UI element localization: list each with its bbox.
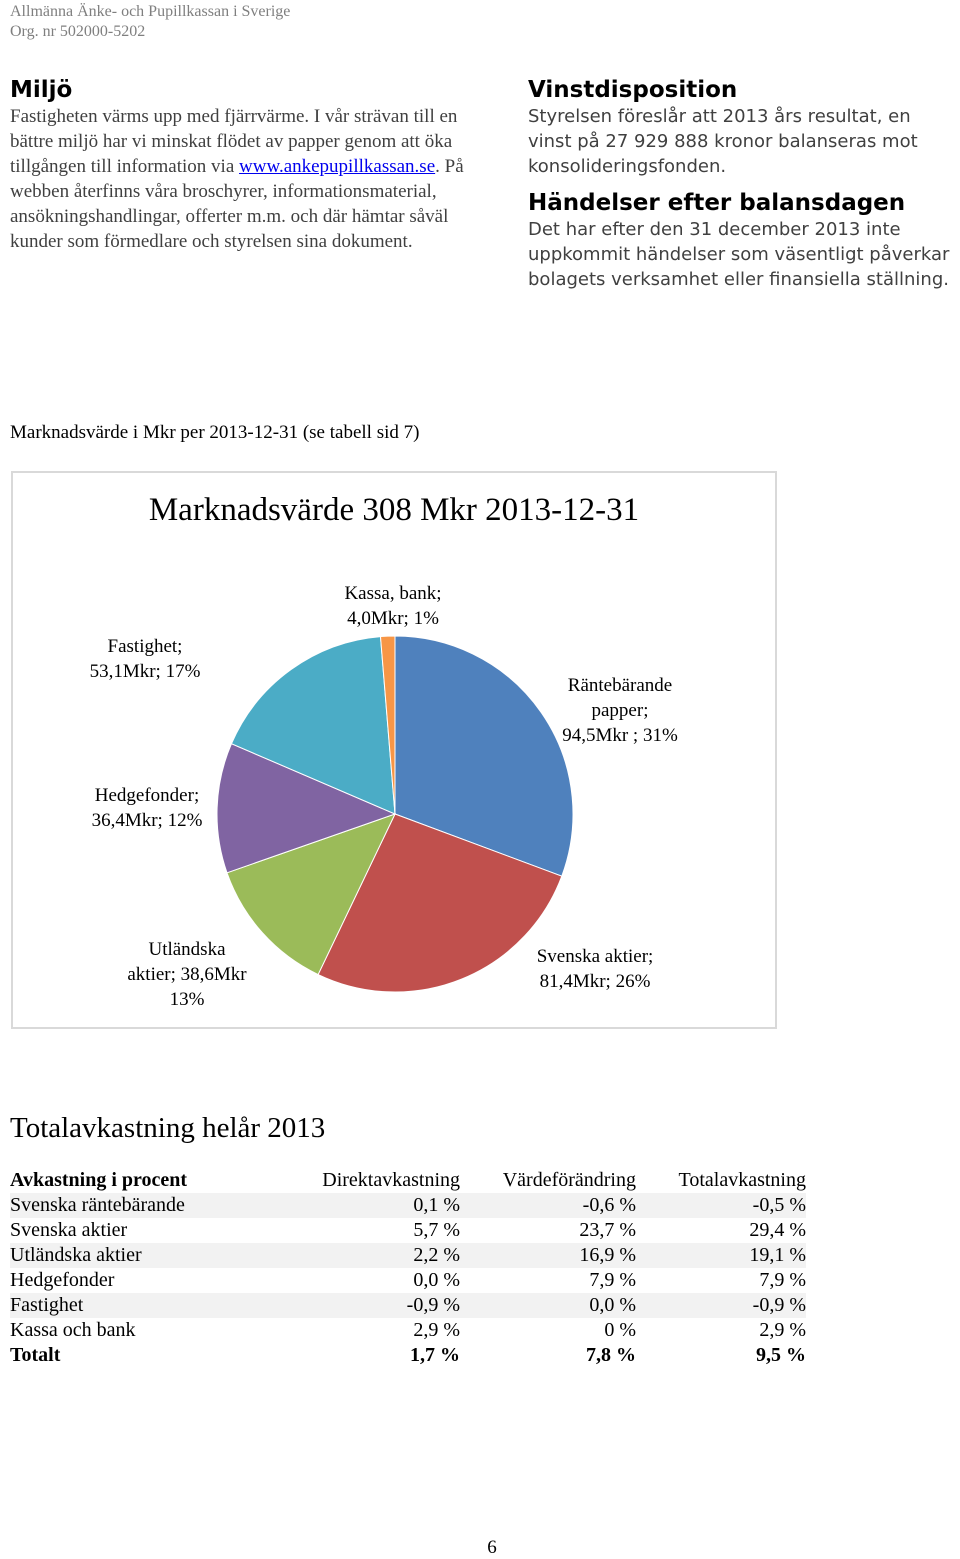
table-cell: Fastighet [10,1293,300,1318]
table-row [10,1218,806,1243]
table-cell: -0,5 % [636,1193,806,1218]
table-cell: 7,9 % [589,1269,636,1291]
table-cell: Hedgefonder [10,1269,115,1291]
handelser-text: Det har efter den 31 december 2013 inte uppkommit händelser som väsentligt påverkar bolagets verksamhet eller finansiella ställning. [528,219,950,290]
table-cell: Utländska aktier [10,1243,300,1268]
table-cell: -0,6 % [460,1193,636,1218]
table-cell: -0,9 % [300,1293,460,1318]
label-line: Hedgefonder; [94,785,200,806]
vinstdisposition-title: Vinstdisposition [528,77,738,103]
table-cell: 0,0 % [413,1269,460,1291]
label-line: 36,4Mkr; 12% [91,810,203,831]
table-cell: -0,9 % [636,1293,806,1318]
label-rantebarande [540,673,700,748]
label-line: Kassa, bank; [344,583,442,604]
label-line: Fastighet; [107,636,183,657]
table-row [10,1268,806,1293]
vinstdisposition-text: Styrelsen föreslår att 2013 års resultat, en vinst på 27 929 888 kronor balanseras mot konsolideringsfonden. [528,106,918,177]
table-cell: Kassa och bank [10,1319,136,1341]
table-cell: 0,0 % [460,1293,636,1318]
table-cell: 7,8 % [586,1344,636,1366]
table-cell: 2,2 % [300,1243,460,1268]
label-line: Utländska [148,939,226,960]
label-line: aktier; 38,6Mkr [127,964,247,985]
page-number: 6 [487,1537,497,1558]
table-cell: 5,7 % [413,1219,460,1241]
label-line: 94,5Mkr ; 31% [562,725,678,746]
table-cell: 7,9 % [759,1269,806,1291]
label-hedgefonder [72,783,222,833]
table-row [10,1293,806,1318]
label-utlandska [102,937,272,1012]
table-cell: Svenska räntebärande [10,1193,300,1218]
table-cell: Totalt [10,1344,61,1366]
table-cell: 0,1 % [300,1193,460,1218]
label-svenska-aktier [515,944,675,994]
table-row [10,1243,806,1268]
table-cell: 0 % [604,1319,636,1341]
label-line: Räntebärande [567,675,673,696]
label-line: 4,0Mkr; 1% [347,608,439,629]
miljo-title: Miljö [10,77,73,103]
label-line: 13% [169,989,205,1010]
org-name: Allmänna Änke- och Pupillkassan i Sverige [10,3,291,20]
table-cell: 23,7 % [579,1219,636,1241]
label-kassa [318,581,468,631]
table-cell: 29,4 % [749,1219,806,1241]
label-line: Svenska aktier; [536,946,654,967]
table-cell: Svenska aktier [10,1219,128,1241]
column-header: Totalavkastning [678,1169,806,1191]
table-cell: 2,9 % [413,1319,460,1341]
table-cell: 16,9 % [460,1243,636,1268]
table-cell: 19,1 % [636,1243,806,1268]
table-cell: 9,5 % [756,1344,806,1366]
chart-caption: Marknadsvärde i Mkr per 2013-12-31 (se tabell sid 7) [10,422,420,443]
table-header-row [10,1168,806,1193]
chart-title: Marknadsvärde 308 Mkr 2013-12-31 [148,492,640,528]
website-link[interactable]: www.ankepupillkassan.se [239,156,436,177]
column-header: Avkastning i procent [10,1169,188,1191]
column-header: Värdeförändring [502,1169,636,1191]
table-row [10,1318,806,1343]
label-line: papper; [591,700,649,721]
label-line: 81,4Mkr; 26% [539,971,651,992]
returns-table-title: Totalavkastning helår 2013 [10,1112,326,1144]
miljo-text-before-link: Fastigheten värms upp med fjärrvärme. I vår strävan till en bättre miljö har vi minskat flödet av papper genom att öka tillgången till information via [10,106,458,177]
org-number: Org. nr 502000-5202 [10,23,146,40]
returns-table [10,1168,806,1368]
label-fastighet [70,634,220,684]
table-row [10,1193,806,1218]
column-header: Direktavkastning [322,1169,460,1191]
table-total-row [10,1343,806,1368]
miljo-text-after-link: . På webben återfinns våra broschyrer, informationsmaterial, ansökningshandlingar, offerter m.m. och där hämtar såväl kunder som förmedlare och styrelsen sina dokument. [10,156,464,252]
table-cell: 2,9 % [759,1319,806,1341]
table-cell: 1,7 % [410,1344,460,1366]
handelser-title: Händelser efter balansdagen [528,190,906,216]
label-line: 53,1Mkr; 17% [89,661,201,682]
